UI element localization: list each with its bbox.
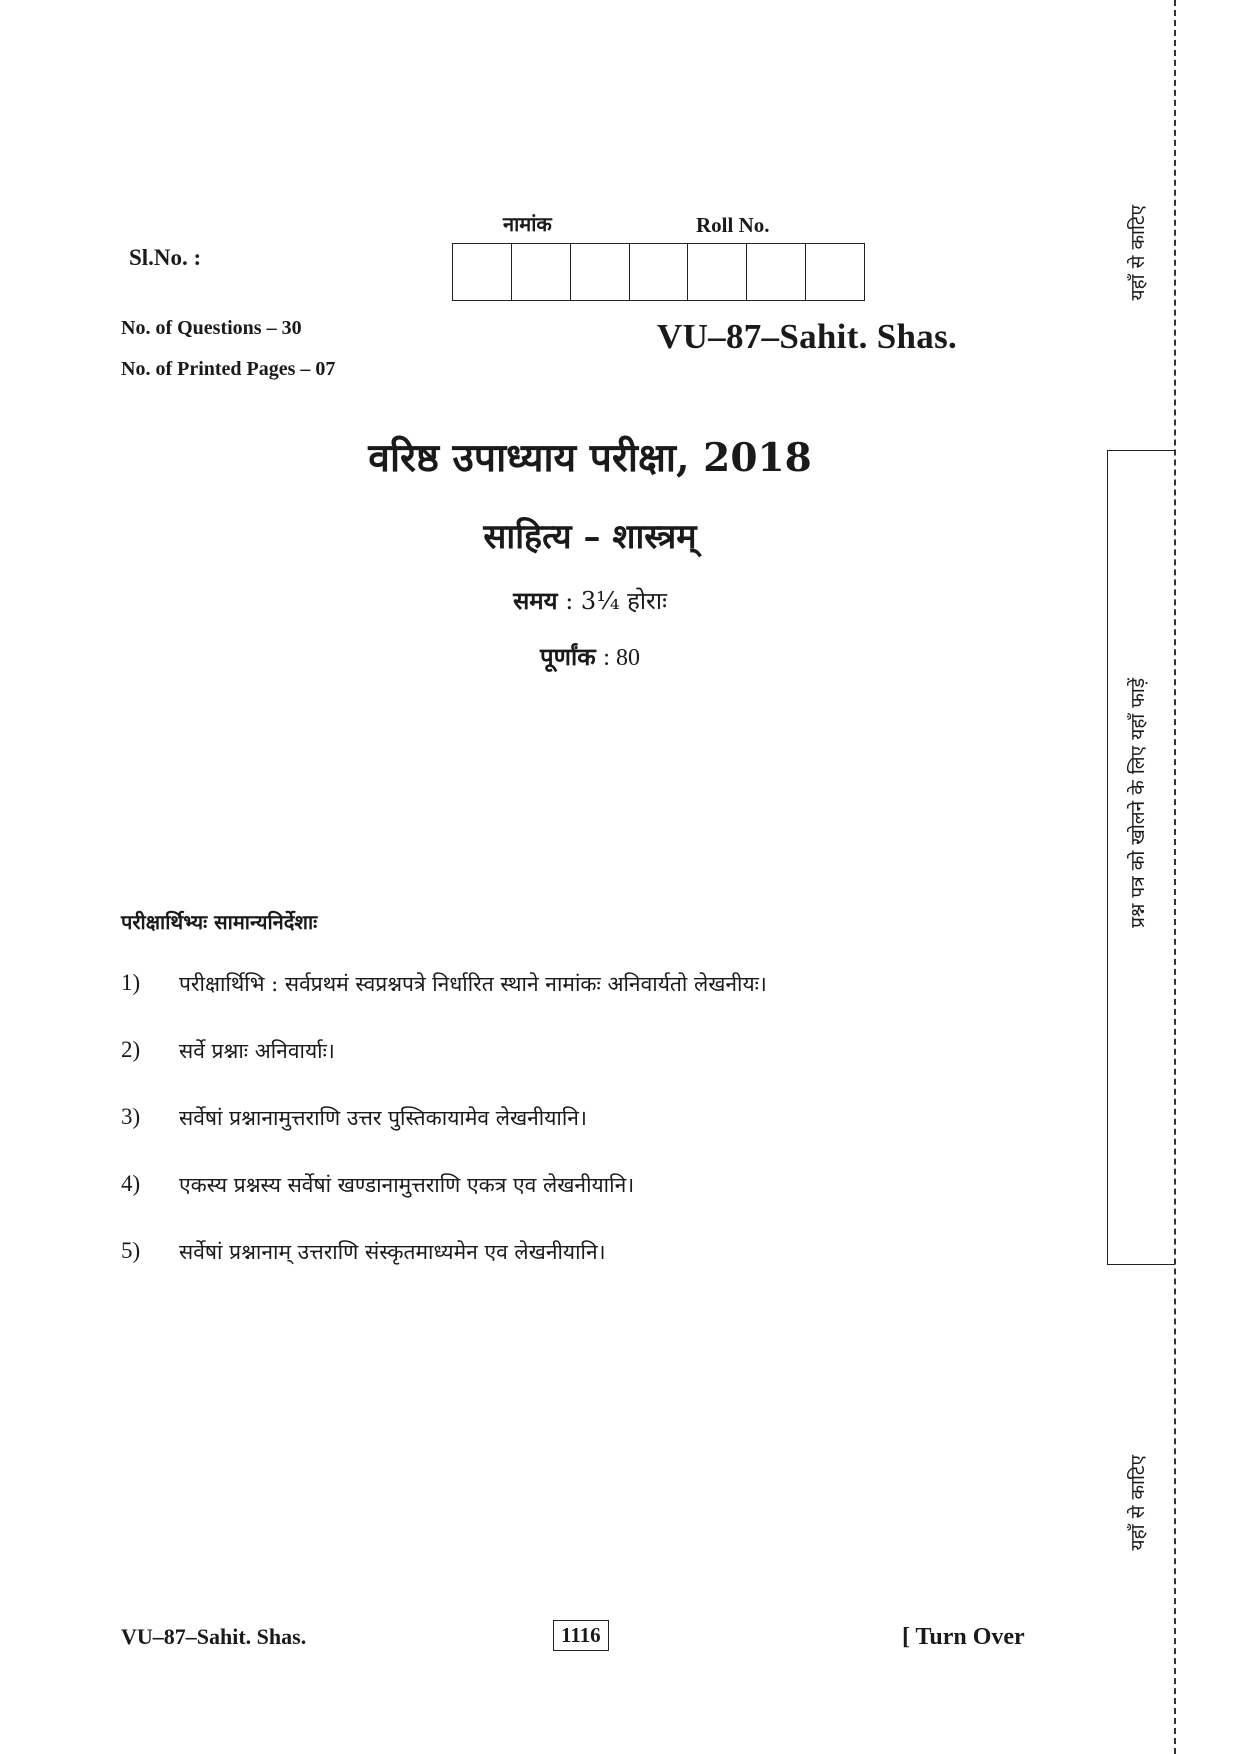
instruction-item (121, 1238, 1001, 1305)
roll-digit-box[interactable] (688, 244, 747, 300)
cut-here-bottom-label: यहाँ से काटिए (1127, 1455, 1149, 1551)
instruction-number: 3) (121, 1104, 141, 1129)
number-of-printed-pages: No. of Printed Pages – 07 (121, 358, 336, 380)
instruction-number: 1) (121, 970, 141, 995)
number-of-questions: No. of Questions – 30 (121, 317, 302, 339)
instruction-text: सर्वे प्रश्नाः अनिवार्याः। (179, 1039, 335, 1063)
tear-instruction-label: प्रश्न पत्र को खोलने के लिए यहाँ फाड़ें (1127, 678, 1149, 928)
turn-over-label: [ Turn Over (902, 1624, 1025, 1650)
namank-label: नामांक (503, 212, 552, 236)
instruction-text: सर्वेषां प्रश्नानामुत्तराणि उत्तर पुस्तिकायामेव लेखनीयानि। (179, 1106, 587, 1130)
instruction-item (121, 1037, 1001, 1104)
instruction-number: 2) (121, 1037, 141, 1062)
instruction-text: सर्वेषां प्रश्नानाम् उत्तराणि संस्कृतमाध्यमेन एव लेखनीयानि। (179, 1240, 606, 1264)
instruction-item (121, 970, 1001, 1037)
paper-code: VU–87–Sahit. Shas. (657, 317, 958, 356)
roll-number-boxes[interactable] (452, 243, 865, 301)
instruction-text: परीक्षार्थिभि : सर्वप्रथमं स्वप्रश्नपत्रे निर्धारित स्थाने नामांकः अनिवार्यतो लेखनीयः। (179, 972, 767, 996)
serial-number-label: Sl.No. : (129, 245, 202, 270)
time-value: : 3¼ होराः (565, 587, 667, 615)
time-line (0, 584, 1180, 617)
instructions-list (121, 970, 1001, 1305)
exam-title: वरिष्ठ उपाध्याय परीक्षा, 2018 (368, 435, 812, 481)
roll-number-label: Roll No. (696, 213, 770, 237)
marks-line (0, 640, 1180, 673)
cut-here-top-label: यहाँ से काटिए (1127, 205, 1149, 301)
instruction-item (121, 1171, 1001, 1238)
roll-digit-box[interactable] (512, 244, 571, 300)
instruction-number: 5) (121, 1238, 141, 1263)
instruction-item (121, 1104, 1001, 1171)
subject-title: साहित्य – शास्त्रम् (483, 517, 697, 557)
footer-paper-number: 1116 (553, 1620, 609, 1651)
roll-digit-box[interactable] (630, 244, 689, 300)
footer-paper-code: VU–87–Sahit. Shas. (121, 1624, 307, 1649)
roll-digit-box[interactable] (747, 244, 806, 300)
instruction-number: 4) (121, 1171, 141, 1196)
marks-value: : 80 (603, 645, 640, 671)
roll-digit-box[interactable] (571, 244, 630, 300)
roll-digit-box[interactable] (806, 244, 864, 300)
marks-label: पूर्णांक (540, 642, 596, 671)
instructions-heading: परीक्षार्थिभ्यः सामान्यनिर्देशाः (121, 910, 318, 934)
instruction-text: एकस्य प्रश्नस्य सर्वेषां खण्डानामुत्तराणि एकत्र एव लेखनीयानि। (179, 1173, 635, 1197)
time-label: समय (513, 586, 558, 615)
roll-digit-box[interactable] (453, 244, 512, 300)
